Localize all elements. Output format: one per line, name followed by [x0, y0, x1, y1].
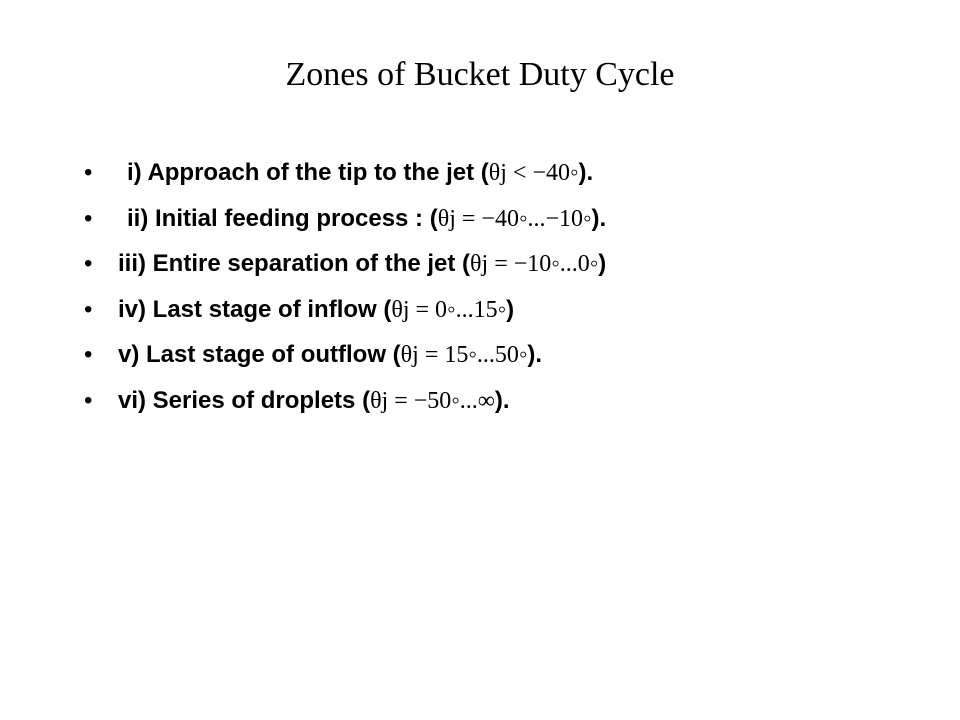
list-item — [84, 150, 904, 196]
bullet-formula: θj = −10◦...0◦ — [470, 251, 599, 277]
bullet-tail: ). — [578, 159, 594, 186]
bullet-formula: θj = −50◦...∞ — [370, 387, 495, 414]
bullet-tail: ) — [506, 295, 515, 323]
bullet-formula: θj = 15◦...50◦ — [400, 342, 528, 368]
bullet-icon: • — [84, 295, 93, 323]
bullet-label: vi) Series of droplets ( — [118, 386, 371, 414]
bullet-label: iv) Last stage of inflow ( — [118, 295, 392, 323]
bullet-label: v) Last stage of outflow ( — [118, 341, 401, 368]
bullet-formula: θj = −40◦...−10◦ — [437, 205, 592, 232]
bullet-text — [118, 241, 606, 288]
bullet-text — [118, 332, 542, 379]
bullet-tail: ). — [527, 341, 543, 368]
bullet-formula: θj = 0◦...15◦ — [391, 296, 507, 323]
bullet-text — [127, 150, 593, 197]
list-item — [84, 196, 904, 242]
bullet-text — [127, 196, 606, 243]
bullet-label: ii) Initial feeding process : ( — [127, 204, 438, 232]
bullet-text — [118, 287, 514, 334]
bullet-label: i) Approach of the tip to the jet ( — [127, 159, 489, 186]
bullet-icon: • — [84, 386, 93, 414]
list-item — [84, 378, 904, 424]
bullet-list — [84, 150, 904, 423]
bullet-tail: ). — [591, 204, 607, 232]
bullet-tail: ) — [598, 250, 607, 277]
bullet-icon: • — [84, 250, 93, 277]
list-item — [84, 332, 904, 378]
bullet-label: iii) Entire separation of the jet ( — [118, 250, 471, 277]
bullet-icon: • — [84, 159, 93, 186]
list-item — [84, 241, 904, 287]
bullet-text — [118, 378, 510, 425]
slide-title: Zones of Bucket Duty Cycle — [285, 56, 675, 93]
bullet-formula: θj < −40◦ — [488, 160, 579, 186]
bullet-icon: • — [84, 341, 93, 368]
list-item — [84, 287, 904, 333]
bullet-tail: ). — [494, 386, 510, 414]
bullet-icon: • — [84, 204, 93, 232]
